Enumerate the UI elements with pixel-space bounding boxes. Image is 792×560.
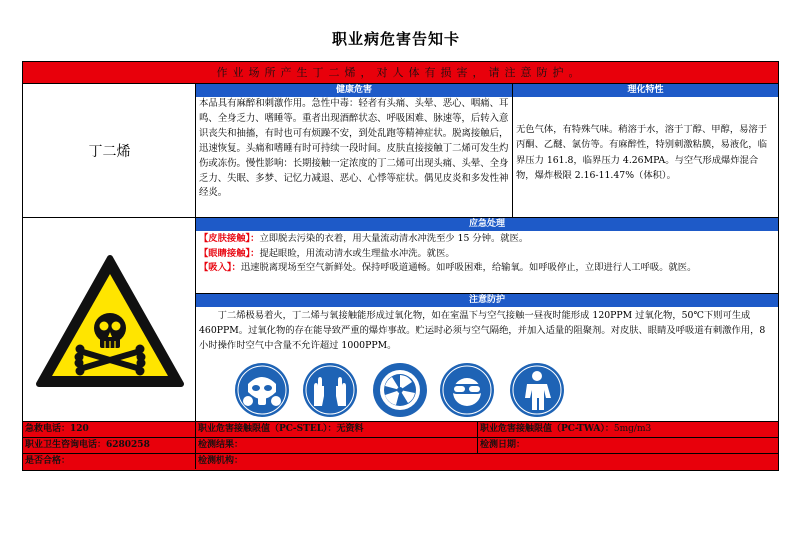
emergency-phone: 急救电话：120 bbox=[23, 422, 196, 437]
consult-phone: 职业卫生咨询电话：6280258 bbox=[23, 438, 196, 453]
emergency-item-skin: 【皮肤接触】：立即脱去污染的衣着，用大量流动清水冲洗至少 15 分钟。就医。 bbox=[199, 233, 529, 244]
substance-name: 丁二烯 bbox=[88, 144, 131, 160]
toxic-warning-icon bbox=[35, 252, 185, 392]
protective-clothing-icon bbox=[509, 362, 565, 418]
respirator-filter-icon bbox=[372, 362, 428, 418]
protection-cell bbox=[196, 294, 778, 421]
qualified-status: 是否合格： bbox=[23, 454, 196, 469]
test-agency: 检测机构： bbox=[198, 456, 244, 466]
footer-row-1 bbox=[23, 421, 778, 437]
safety-goggles-icon bbox=[439, 362, 495, 418]
protection-text: 丁二烯极易着火，丁二烯与氧接触能形成过氧化物，如在室温下与空气接触一昼夜时能形成 120PPM 过氧化物，50℃下则可生成 460PPM。过氧化物的存在能导致严重的爆炸事故。贮运时必须与空气隔绝，并加入适量的阻聚剂。对皮肤、眼睛及呼吸道有刺激作用，8 小时操作时空气中含量不允许超过 1000PPM。 bbox=[199, 310, 766, 351]
emergency-item-inhalation: 【吸入】：迅速脱离现场至空气新鲜处。保持呼吸道通畅。如呼吸困难，给输氧。如呼吸停止，立即进行人工呼吸。就医。 bbox=[199, 262, 697, 273]
ppe-icon-row bbox=[234, 362, 594, 420]
properties-text: 无色气体，有特殊气味。稍溶于水，溶于丁醇、甲醇，易溶于丙酮、乙醚、氯仿等。有麻醉性，特别刺激粘膜，易液化，临界压力 161.8，临界压力 4.26MPA。与空气形成爆炸混合物，爆炸极限 2.16-11.47%（体积）。 bbox=[516, 124, 768, 182]
stel-limit: 职业危害接触限值（PC-STEL）：无资料 bbox=[196, 422, 478, 437]
properties-header: 理化特性 bbox=[513, 84, 778, 97]
emergency-item-eyes: 【眼睛接触】：提起眼睑，用流动清水或生理盐水冲洗。就医。 bbox=[199, 247, 455, 259]
health-hazard-cell bbox=[196, 84, 513, 218]
footer-row-2 bbox=[23, 437, 778, 453]
test-result: 检测结果： bbox=[196, 438, 478, 453]
hazard-notice-card bbox=[22, 61, 779, 471]
emergency-list bbox=[199, 232, 775, 276]
footer-row-3 bbox=[23, 453, 778, 470]
test-date: 检测日期： bbox=[480, 440, 526, 450]
emergency-header: 应急处理 bbox=[196, 218, 778, 231]
protective-gloves-icon bbox=[302, 362, 358, 418]
properties-cell bbox=[513, 84, 778, 218]
page-title: 职业病危害告知卡 bbox=[331, 30, 460, 48]
substance-cell bbox=[23, 84, 196, 218]
warning-sign-cell bbox=[23, 218, 196, 421]
emergency-cell bbox=[196, 218, 778, 294]
health-hazard-text: 本品具有麻醉和刺激作用。急性中毒：轻者有头痛、头晕、恶心、咽痛、耳鸣、全身乏力、嗜睡等。重者出现酒醉状态、呼吸困难、脉速等，后转入意识丧失和抽搐，有时也可有烦躁不安，到处乱跑等精神症状。脱离接触后，迅速恢复。头痛和嗜睡有时可持续一段时间。皮肤直接接触丁二烯可发生灼伤或冻伤。慢性影响：长期接触一定浓度的丁二烯可出现头痛、头晕、全身乏力、失眠、多梦、记忆力减退、恶心、心悸等症状。偶见皮炎和多发性神经炎。 bbox=[199, 98, 509, 199]
protection-header: 注意防护 bbox=[196, 294, 778, 307]
twa-limit: 职业危害接触限值（PC-TWA）：5mg/m3 bbox=[480, 424, 652, 434]
health-hazard-header: 健康危害 bbox=[196, 84, 512, 97]
warning-banner: 作业场所产生丁二烯，对人体有损害，请注意防护。 bbox=[23, 62, 778, 84]
gas-mask-icon bbox=[234, 362, 290, 418]
